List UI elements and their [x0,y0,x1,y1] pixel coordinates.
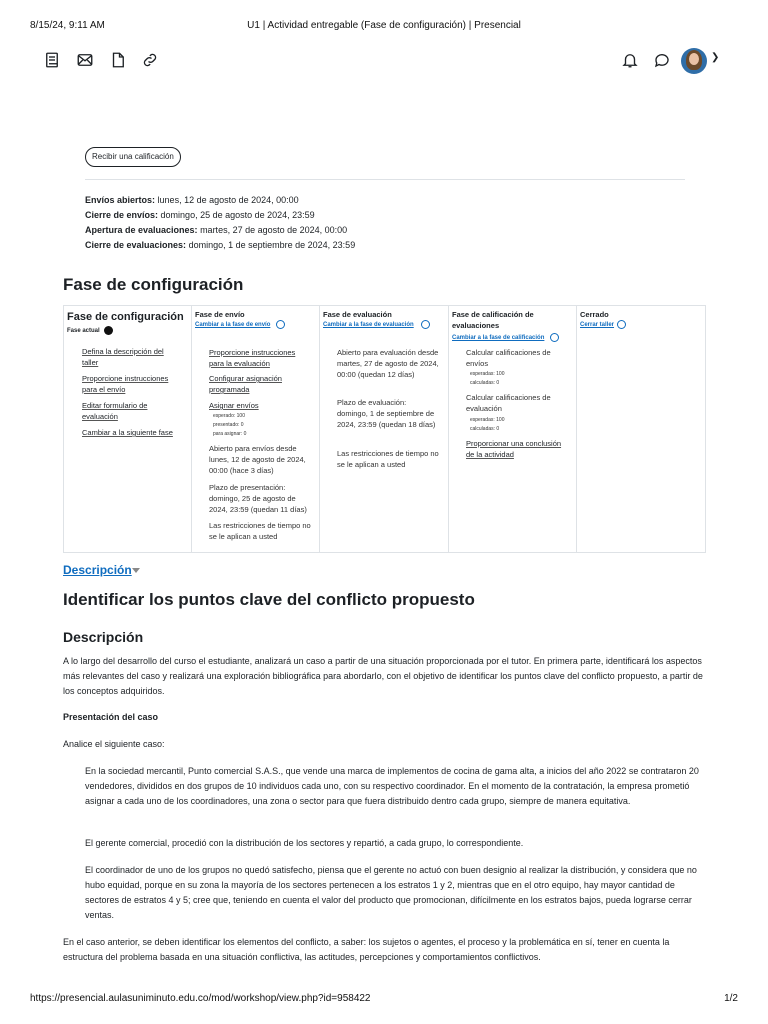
case-lead: Analice el siguiente caso: [63,739,165,749]
setup-phase-title: Fase de configuración [67,311,184,323]
task-conclusion[interactable]: Proporcionar una conclusión de la actividad [466,439,562,459]
date-row: Cierre de envíos: domingo, 25 de agosto de 2024, 23:59 [85,210,315,220]
intro-paragraph: A lo largo del desarrollo del curso el estudiante, analizará un caso a partir de una situación proporcionada por el tutor. En primera parte, identificará los aspectos más relevantes del caso y realizará una exploración bibliográfica para abordarlo, con el objetivo de identificar los puntos clave del conflicto propuesto, a partir de los conceptos adquiridos. [63,656,703,696]
case-heading: Presentación del caso [63,712,159,722]
assessment-phase-title: Fase de evaluación [323,310,392,319]
task-edit-assessment-form[interactable]: Editar formulario de evaluación [82,401,148,421]
case-paragraph: El coordinador de uno de los grupos no quedó satisfecho, piensa que el gerente no actuó con buen designio al realizar la distribución, y considera que no hubo equidad, porque en su zona la mayoría de los sectores pertenecen a los estratos 1 y 2, mientras que en el otro equipo, hay mayor cantidad de sectores de estratos 4 y 5; cree que, teniendo en cuenta el valor del producto que promocionan, difícilmente en los estratos bajos, pueda lograrse cerrar ventas. [85,865,697,920]
planner-col-setup [64,306,192,552]
stat-submitted: presentado: 0 [213,422,244,428]
top-navbar [0,48,768,74]
caret-down-icon[interactable] [132,568,140,573]
main-title: Identificar los puntos clave del conflicto propuesto [63,590,475,609]
current-phase-label: Fase actual [67,328,100,334]
planner-col-closed [577,306,705,552]
closing-paragraph: En el caso anterior, se deben identificar los elementos del conflicto, a saber: los sujetos o agentes, el proceso y la problemática en sí, tener en cuenta la estructura del problema basada en una situación conflictiva, las actitudes, percepciones y comportamientos conflictivos. [63,937,670,962]
close-workshop-icon[interactable] [617,320,626,329]
task-assessment-instructions[interactable]: Proporcione instrucciones para la evaluación [209,348,296,368]
task-calc-assessment-grades[interactable]: Calcular calificaciones de evaluación [466,393,551,413]
planner-col-assessment [320,306,449,552]
chevron-down-icon[interactable]: ❯ [711,52,720,63]
task-next-phase[interactable]: Cambiar a la siguiente fase [82,428,173,437]
avatar[interactable] [681,48,707,74]
date-row: Apertura de evaluaciones: martes, 27 de agosto de 2024, 00:00 [85,225,348,235]
chat-icon[interactable] [652,48,672,72]
stat-calculated-assessments: calculadas: 0 [470,426,500,432]
task-scheduled-allocation[interactable]: Configurar asignación programada [209,374,282,394]
switch-submission-link[interactable]: Cambiar a la fase de envío [195,322,271,328]
description-toggle[interactable]: Descripción [63,563,132,577]
submission-open-info: Abierto para envíos desde lunes, 12 de agosto de 2024, 00:00 (hace 3 días) [209,444,306,475]
date-row: Envíos abiertos: lunes, 12 de agosto de 2024, 00:00 [85,195,299,205]
stat-expected-grades: esperadas: 100 [470,371,505,377]
task-define-description[interactable]: Defina la descripción del taller [82,347,164,367]
assessment-restrictions-info: Las restricciones de tiempo no se le aplican a usted [337,449,439,469]
closed-phase-title: Cerrado [580,310,609,319]
receive-grade-button[interactable]: Recibir una calificación [85,147,181,167]
task-submission-instructions[interactable]: Proporcione instrucciones para el envío [82,374,169,394]
stat-expected-assessments: esperadas: 100 [470,417,505,423]
stat-expected: esperado: 100 [213,413,245,419]
link-icon[interactable] [140,48,160,72]
print-date: 8/15/24, 9:11 AM [30,20,105,31]
task-calc-submission-grades[interactable]: Calcular calificaciones de envíos [466,348,551,368]
date-row: Cierre de evaluaciones: domingo, 1 de septiembre de 2024, 23:59 [85,240,356,250]
switch-assessment-icon[interactable] [421,320,430,329]
book-icon[interactable] [42,48,62,72]
file-icon[interactable] [108,48,128,72]
planner-col-grading [449,306,577,552]
submission-phase-title: Fase de envío [195,310,245,319]
close-workshop-link[interactable]: Cerrar taller [580,322,615,328]
switch-submission-icon[interactable] [276,320,285,329]
phase-heading: Fase de configuración [63,275,244,294]
assessment-deadline-info: Plazo de evaluación: domingo, 1 de septiembre de 2024, 23:59 (quedan 18 días) [337,398,436,429]
switch-grading-link[interactable]: Cambiar a la fase de calificación [452,335,545,341]
print-page-number: 1/2 [724,993,738,1004]
submission-deadline-info: Plazo de presentación: domingo, 25 de agosto de 2024, 23:59 (quedan 11 días) [209,483,307,514]
stat-calculated-grades: calculadas: 0 [470,380,500,386]
stat-to-allocate: para asignar: 0 [213,431,247,437]
task-allocate-submissions[interactable]: Asignar envíos [209,401,259,410]
envelope-icon[interactable] [75,48,95,72]
switch-assessment-link[interactable]: Cambiar a la fase de evaluación [323,322,414,328]
grading-phase-title: Fase de calificación de evaluaciones [452,310,534,330]
assessment-open-info: Abierto para evaluación desde martes, 27 de agosto de 2024, 00:00 (quedan 12 días) [337,348,439,379]
bell-icon[interactable] [620,48,640,72]
section-title: Descripción [63,629,144,645]
switch-grading-icon[interactable] [550,333,559,342]
print-url: https://presencial.aulasuniminuto.edu.co/mod/workshop/view.php?id=958422 [30,993,371,1004]
current-phase-dot-icon [104,326,113,335]
workshop-planner [63,305,706,553]
case-paragraph: El gerente comercial, procedió con la distribución de los sectores y repartió, a cada grupo, lo correspondiente. [85,838,524,848]
workshop-dates [85,193,355,253]
case-paragraph: En la sociedad mercantil, Punto comercial S.A.S., que vende una marca de implementos de cocina de gama alta, a inicios del año 2022 se contrataron 20 vendedores, divididos en dos grupos de 10 individuos cada uno, con su respectivo coordinador. En el momento de la contratación, la empresa prometió asignar a cada uno de los coordinadores, una zona o sector para que fuera distribuido dentro cada grupo, siempre de manera equitativa. [85,766,699,806]
divider [85,179,685,180]
planner-col-submission [192,306,320,552]
print-title: U1 | Actividad entregable (Fase de configuración) | Presencial [247,20,521,31]
submission-restrictions-info: Las restricciones de tiempo no se le aplican a usted [209,521,311,541]
